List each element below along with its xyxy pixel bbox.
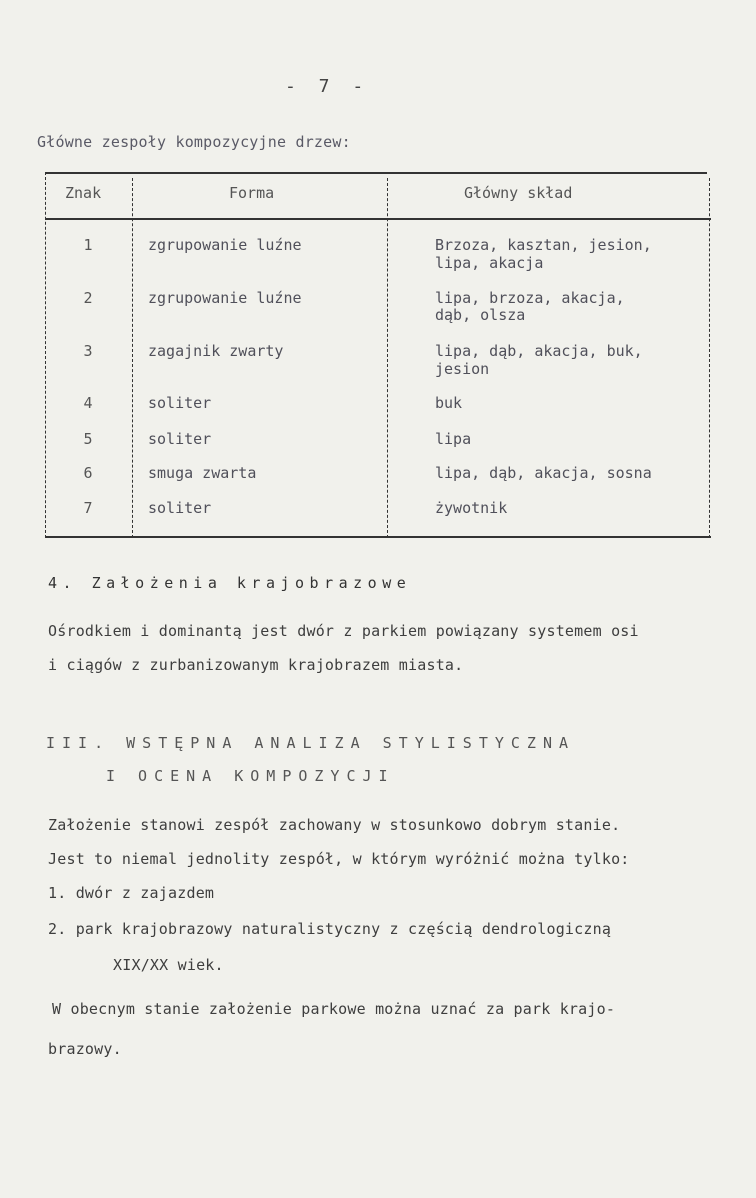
page-number: - 7 - (285, 76, 370, 97)
row-5-sklad: lipa (435, 430, 472, 448)
row-1-sklad-line1: Brzoza, kasztan, jesion, (435, 236, 652, 254)
table-bottom-rule (45, 536, 711, 538)
section-4-heading: 4. Założenia krajobrazowe (48, 574, 412, 592)
intro-text: Główne zespoły kompozycyjne drzew: (37, 133, 351, 151)
row-1-forma: zgrupowanie luźne (148, 236, 302, 254)
section-4-line-2: i ciągów z zurbanizowanym krajobrazem miasta. (48, 656, 464, 674)
table-divider-2 (387, 178, 388, 538)
header-forma: Forma (229, 184, 275, 202)
section-3-paragraph-3-line-1: W obecnym stanie założenie parkowe można uznać za park krajo- (52, 1000, 616, 1018)
table-divider-1 (132, 178, 133, 538)
row-4-znak: 4 (83, 394, 93, 412)
table-top-rule (45, 172, 707, 174)
header-znak: Znak (65, 184, 102, 202)
row-2-forma: zgrupowanie luźne (148, 289, 302, 307)
row-6-sklad: lipa, dąb, akacja, sosna (435, 464, 652, 482)
row-3-znak: 3 (83, 342, 93, 360)
header-sklad: Główny skład (464, 184, 573, 202)
row-1-sklad-line2: lipa, akacja (435, 254, 544, 272)
row-6-forma: smuga zwarta (148, 464, 257, 482)
section-4-line-1: Ośrodkiem i dominantą jest dwór z parkiem powiązany systemem osi (48, 622, 639, 640)
section-3-item-2-continued: XIX/XX wiek. (113, 956, 224, 974)
row-2-sklad-line1: lipa, brzoza, akacja, (435, 289, 625, 307)
row-3-forma: zagajnik zwarty (148, 342, 284, 360)
row-4-sklad: buk (435, 394, 463, 412)
row-2-sklad-line2: dąb, olsza (435, 306, 526, 324)
table-right-border (709, 178, 710, 538)
section-3-paragraph-1: Założenie stanowi zespół zachowany w stosunkowo dobrym stanie. (48, 816, 621, 834)
section-3-heading-line-1: III. WSTĘPNA ANALIZA STYLISTYCZNA (46, 734, 576, 752)
table-header-rule (45, 218, 711, 220)
section-3-item-2: 2. park krajobrazowy naturalistyczny z częścią dendrologiczną (48, 920, 612, 938)
row-5-forma: soliter (148, 430, 212, 448)
row-4-forma: soliter (148, 394, 212, 412)
row-2-znak: 2 (83, 289, 93, 307)
section-3-heading-line-2: I OCENA KOMPOZYCJI (106, 767, 395, 785)
row-1-znak: 1 (83, 236, 93, 254)
row-3-sklad-line1: lipa, dąb, akacja, buk, (435, 342, 643, 360)
row-7-sklad: żywotnik (435, 499, 508, 517)
row-7-znak: 7 (83, 499, 93, 517)
row-7-forma: soliter (148, 499, 212, 517)
row-6-znak: 6 (83, 464, 93, 482)
section-3-paragraph-3-line-2: brazowy. (48, 1040, 122, 1058)
section-3-paragraph-2: Jest to niemal jednolity zespół, w którym wyróżnić można tylko: (48, 850, 630, 868)
section-3-item-1: 1. dwór z zajazdem (48, 884, 215, 902)
row-3-sklad-line2: jesion (435, 360, 490, 378)
composition-table (45, 172, 711, 540)
row-5-znak: 5 (83, 430, 93, 448)
